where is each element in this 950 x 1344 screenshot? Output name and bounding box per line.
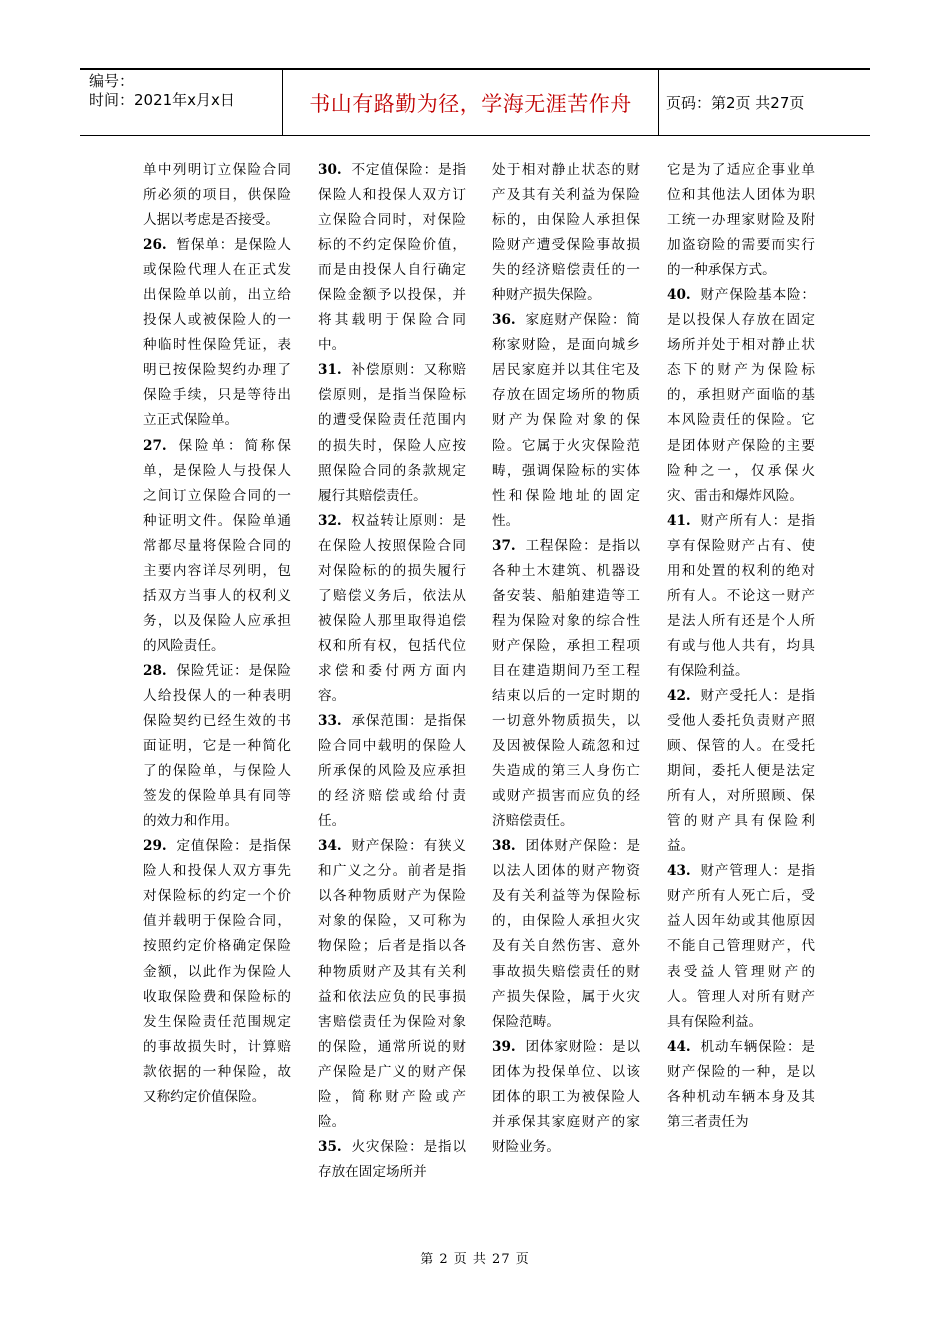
glossary-entry: [667, 158, 815, 283]
entry-number: 27.: [143, 437, 167, 454]
glossary-entry: [143, 834, 291, 1110]
entry-text: 承保范围：是指保险合同中载明的保险人所承保的风险及应承担的经济赔偿或给付责任。: [318, 713, 466, 830]
entry-number: 36.: [492, 312, 516, 329]
entry-text: 家庭财产保险：简称家财险，是面向城乡居民家庭并以其住宅及存放在固定场所的物质财产为保险对象的保险。它属于火灾保险范畴，强调保险标的实体性和保险地址的固定性。: [492, 312, 640, 529]
entry-text: 机动车辆保险：是财产保险的一种，是以各种机动车辆本身及其第三者责任为: [667, 1038, 815, 1130]
entry-number: 34.: [318, 838, 342, 855]
entry-text: 财产所有人：是指享有保险财产占有、使用和处置的权利的绝对所有人。不论这一财产是法人所有还是个人所有或与他人共有，均具有保险利益。: [667, 512, 815, 679]
entry-number: 38.: [492, 838, 516, 855]
glossary-entry: [318, 709, 466, 834]
glossary-entry: [143, 158, 291, 233]
entry-text: 团体家财险：是以团体为投保单位、以该团体的职工为被保险人并承保其家庭财产的家财险业务。: [492, 1038, 640, 1155]
entry-text: 保险单：简称保单，是保险人与投保人之间订立保险合同的一种证明文件。保险单通常都尽量将保险合同的主要内容详尽列明，包括双方当事人的权利义务，以及保险人应承担的风险责任。: [143, 437, 291, 654]
entry-text: 火灾保险：是指以存放在固定场所并: [318, 1138, 466, 1180]
glossary-entry: [492, 534, 640, 835]
entry-number: 40.: [667, 287, 691, 304]
header-slogan: 书山有路勤为径，学海无涯苦作舟: [283, 70, 659, 135]
text-column-3: [492, 158, 640, 1160]
glossary-entry: [492, 834, 640, 1034]
entry-text: 暂保单：是保险人或保险代理人在正式发出保险单以前，出立给投保人或被保险人的一种临时性保险凭证，表明已按保险契约办理了保险手续，只是等待出立正式保险单。: [143, 237, 291, 429]
glossary-entry: [667, 509, 815, 684]
text-column-2: [318, 158, 466, 1185]
document-number-label: 编号：: [89, 72, 135, 90]
glossary-entry: [492, 308, 640, 533]
entry-number: 32.: [318, 512, 342, 529]
entry-number: 28.: [143, 662, 167, 679]
page-header: [80, 68, 870, 136]
glossary-entry: [667, 859, 815, 1034]
entry-text: 处于相对静止状态的财产及其有关利益为保险标的，由保险人承担保险财产遭受保险事故损失的经济赔偿责任的一种财产损失保险。: [492, 162, 640, 304]
entry-number: 30.: [318, 162, 342, 178]
entry-text: 财产保险：有狭义和广义之分。前者是指以各种物质财产为保险对象的保险，又可称为物保险；后者是指以各种物质财产及其有关利益和依法应负的民事损害赔偿责任为保险对象的保险，通常所说的财产保险是广义的财产保险，简称财产险或产险。: [318, 838, 466, 1130]
entry-text: 它是为了适应企事业单位和其他法人团体为职工统一办理家财险及附加盗窃险的需要而实行的一种承保方式。: [667, 162, 815, 279]
header-page-info: 页码：第2页 共27页: [666, 94, 805, 112]
entry-text: 团体财产保险：是以法人团体的财产物资及有关利益等为保险标的，由保险人承担火灾及有关自然伤害、意外事故损失赔偿责任的财产损失保险，属于火灾保险范畴。: [492, 838, 640, 1030]
glossary-entry: [492, 1035, 640, 1160]
entry-text: 单中列明订立保险合同所必须的项目，供保险人据以考虑是否接受。: [143, 162, 291, 229]
glossary-entry: [667, 283, 815, 508]
entry-text: 财产受托人：是指受他人委托负责财产照顾、保管的人。在受托期间，委托人便是法定所有人，对所照顾、保管的财产具有保险利益。: [667, 687, 815, 855]
glossary-entry: [667, 684, 815, 859]
entry-text: 权益转让原则：是在保险人按照保险合同对保险标的的损失履行了赔偿义务后，依法从被保险人那里取得追偿权和所有权，包括代位求偿和委付两方面内容。: [318, 512, 466, 704]
entry-number: 44.: [667, 1038, 691, 1055]
entry-number: 41.: [667, 512, 691, 529]
glossary-entry: [318, 158, 466, 358]
entry-text: 保险凭证：是保险人给投保人的一种表明保险契约已经生效的书面证明，它是一种简化了的保险单，与保险人签发的保险单具有同等的效力和作用。: [143, 662, 291, 830]
glossary-entry: [318, 509, 466, 709]
entry-number: 26.: [143, 237, 167, 254]
entry-number: 33.: [318, 713, 342, 730]
entry-text: 财产保险基本险：是以投保人存放在固定场所并处于相对静止状态下的财产为保险标的，承担财产面临的基本风险责任的保险。它是团体财产保险的主要险种之一，仅承保火灾、雷击和爆炸风险。: [667, 287, 815, 504]
glossary-entry: [143, 434, 291, 659]
entry-text: 补偿原则：又称赔偿原则，是指当保险标的遭受保险责任范围内的损失时，保险人应按照保险合同的条款规定履行其赔偿责任。: [318, 362, 466, 504]
entry-number: 43.: [667, 863, 691, 880]
entry-number: 31.: [318, 362, 342, 379]
text-column-4: [667, 158, 815, 1135]
glossary-entry: [492, 158, 640, 308]
glossary-entry: [143, 233, 291, 433]
entry-text: 工程保险：是指以各种土木建筑、机器设备安装、船舶建造等工程为保险对象的综合性财产保险，承担工程项目在建造期间乃至工程结束以后的一定时期的一切意外物质损失，以及因被保险人疏忽和过失造成的第三人身伤亡或财产损害而应负的经济赔偿责任。: [492, 537, 640, 830]
text-column-1: [143, 158, 291, 1110]
entry-number: 39.: [492, 1038, 516, 1055]
glossary-entry: [318, 834, 466, 1135]
glossary-entry: [667, 1035, 815, 1135]
entry-text: 定值保险：是指保险人和投保人双方事先对保险标的约定一个价值并载明于保险合同，按照约定价格确定保险金额，以此作为保险人收取保险费和保险标的发生保险责任范围规定的事故损失时，计算赔款依据的一种保险，故又称约定价值保险。: [143, 838, 291, 1105]
entry-number: 29.: [143, 838, 167, 855]
document-date-label: 时间：2021年x月x日: [89, 91, 235, 109]
glossary-entry: [143, 659, 291, 834]
entry-text: 不定值保险：是指保险人和投保人双方订立保险合同时，对保险标的不约定保险价值，而是由投保人自行确定保险金额予以投保，并将其载明于保险合同中。: [318, 162, 466, 354]
glossary-entry: [318, 1135, 466, 1185]
entry-text: 财产管理人：是指财产所有人死亡后，受益人因年幼或其他原因不能自己管理财产，代表受益人管理财产的人。管理人对所有财产具有保险利益。: [667, 863, 815, 1030]
entry-number: 37.: [492, 537, 516, 554]
glossary-entry: [318, 358, 466, 508]
page-footer: 第 2 页 共 27 页: [420, 1252, 530, 1267]
header-meta: [80, 70, 283, 135]
entry-number: 35.: [318, 1138, 342, 1155]
entry-number: 42.: [667, 687, 691, 704]
